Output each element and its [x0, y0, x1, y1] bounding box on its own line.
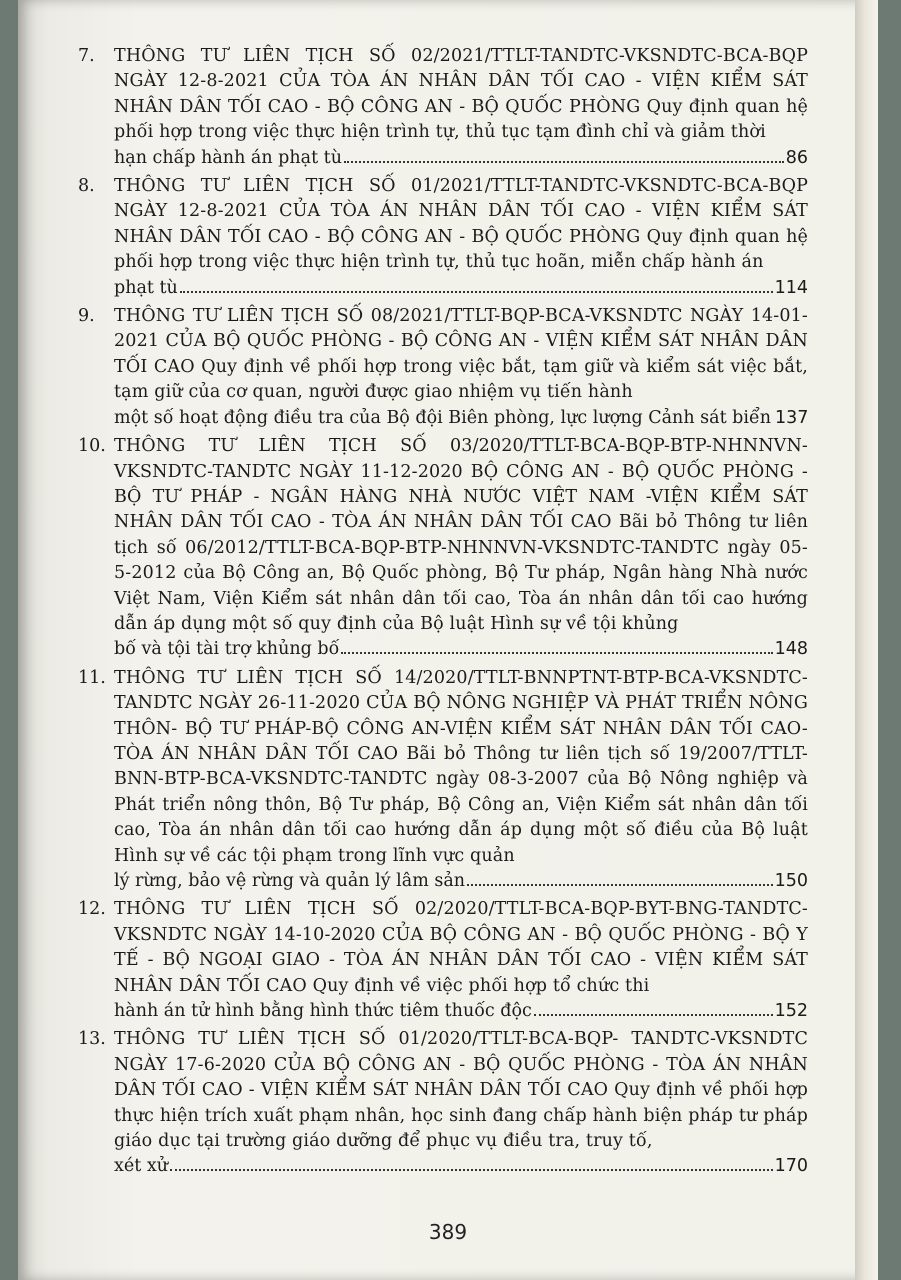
entry-text-end: lý rừng, bảo vệ rừng và quản lý lâm sản: [114, 871, 466, 891]
entry-text-end: phạt tù: [114, 277, 178, 298]
dot-leader: [341, 652, 772, 654]
entry-last-line: [114, 146, 808, 171]
toc-entry-11: [78, 666, 808, 895]
dot-leader: [467, 884, 773, 886]
entry-number: 10.: [78, 436, 106, 457]
entry-text-end: hành án tử hình bằng hình thức tiêm thuốc độc: [114, 1001, 532, 1022]
entry-number: 11.: [78, 667, 106, 688]
entry-text-end: bố và tội tài trợ khủng bố: [114, 639, 340, 660]
entry-number: 12.: [78, 899, 106, 920]
page-edge: [855, 0, 878, 1280]
entry-text-end: xét xử: [114, 1156, 168, 1177]
entry-last-line: [114, 276, 808, 301]
page-number: 148: [774, 639, 808, 660]
entry-text: THÔNG TƯ LIÊN TỊCH SỐ 02/2020/TTLT-BCA-BQP-BYT-BNG-TANDTC-VKSNDTC NGÀY 14-10-2020 CỦA BỘ CÔNG AN - BỘ QUỐC PHÒNG - BỘ Y TẾ - BỘ NGOẠI GIAO - TÒA ÁN NHÂN DÂN TỐI CAO - VIỆN KIỂM SÁT NHÂN DÂN TỐI CAO Quy định về việc phối hợp tổ chức thi: [114, 899, 808, 996]
dot-leader: [170, 1169, 773, 1171]
entry-last-line: [114, 999, 808, 1024]
entry-last-line: [114, 1154, 808, 1179]
toc-entry-9: [78, 304, 808, 431]
toc-entry-13: [78, 1027, 808, 1179]
page-number: 150: [774, 871, 808, 891]
dot-leader: [180, 291, 773, 293]
book-page: [18, 0, 878, 1280]
page-number: 152: [774, 1001, 808, 1022]
entry-text-end: một số hoạt động điều tra của Bộ đội Biên phòng, lực lượng Cảnh sát biển: [114, 407, 772, 428]
page-number: 114: [774, 277, 808, 298]
toc-entry-8: [78, 174, 808, 301]
entry-text-end: hạn chấp hành án phạt tù: [114, 147, 342, 168]
folio-page-number: 389: [428, 1220, 468, 1244]
toc-entry-7: [78, 44, 808, 171]
entry-number: 13.: [78, 1029, 106, 1050]
page-number: 170: [774, 1156, 808, 1177]
entry-number: 9.: [78, 306, 95, 327]
toc-entry-12: [78, 897, 808, 1024]
entry-text: THÔNG TƯ LIÊN TỊCH SỐ 14/2020/TTLT-BNNPTNT-BTP-BCA-VKSNDTC-TANDTC NGÀY 26-11-2020 CỦA BỘ NÔNG NGHIỆP VÀ PHÁT TRIỂN NÔNG THÔN- BỘ TƯ PHÁP-BỘ CÔNG AN-VIỆN KIỂM SÁT NHÂN DÂN TỐI CAO-TÒA ÁN NHÂN DÂN TỐI CAO Bãi bỏ Thông tư liên tịch số 19/2007/TTLT-BNN-BTP-BCA-VKSNDTC-TANDTC ngày 08-3-2007 của Bộ Nông nghiệp và Phát triển nông thôn, Bộ Tư pháp, Bộ Công an, Viện Kiểm sát nhân dân tối cao, Tòa án nhân dân tối cao hướng dẫn áp dụng một số điều của Bộ luật Hình sự về các tội phạm trong lĩnh vực quản: [114, 667, 808, 866]
page-number: 137: [775, 407, 809, 428]
toc-entry-10: [78, 434, 808, 663]
entry-number: 7.: [78, 46, 95, 66]
entry-last-line: [114, 406, 808, 431]
entry-text: THÔNG TƯ LIÊN TỊCH SỐ 03/2020/TTLT-BCA-BQP-BTP-NHNNVN-VKSNDTC-TANDTC NGÀY 11-12-2020 BỘ CÔNG AN - BỘ QUỐC PHÒNG - BỘ TƯ PHÁP - NGÂN HÀNG NHÀ NƯỚC VIỆT NAM -VIỆN KIỂM SÁT NHÂN DÂN TỐI CAO - TÒA ÁN NHÂN DÂN TỐI CAO Bãi bỏ Thông tư liên tịch số 06/2012/TTLT-BCA-BQP-BTP-NHNNVN-VKSNDTC-TANDTC ngày 05-5-2012 của Bộ Công an, Bộ Quốc phòng, Bộ Tư pháp, Ngân hàng Nhà nước Việt Nam, Viện Kiểm sát nhân dân tối cao, Tòa án nhân dân tối cao hướng dẫn áp dụng một số quy định của Bộ luật Hình sự về tội khủng: [114, 436, 808, 634]
dot-leader: [344, 161, 784, 163]
page-number: 86: [785, 147, 808, 168]
dot-leader: [534, 1014, 773, 1016]
entry-text: THÔNG TƯ LIÊN TỊCH SỐ 02/2021/TTLT-TANDTC-VKSNDTC-BCA-BQP NGÀY 12-8-2021 CỦA TÒA ÁN NHÂN DÂN TỐI CAO - VIỆN KIỂM SÁT NHÂN DÂN TỐI CAO - BỘ CÔNG AN - BỘ QUỐC PHÒNG Quy định quan hệ phối hợp trong việc thực hiện trình tự, thủ tục tạm đình chỉ và giảm thời: [114, 46, 808, 143]
entry-text: THÔNG TƯ LIÊN TỊCH SỐ 08/2021/TTLT-BQP-BCA-VKSNDTC NGÀY 14-01-2021 CỦA BỘ QUỐC PHÒNG - BỘ CÔNG AN - VIỆN KIỂM SÁT NHÂN DÂN TỐI CAO Quy định về phối hợp trong việc bắt, tạm giữ và kiểm sát việc bắt, tạm giữ của cơ quan, người được giao nhiệm vụ tiến hành: [114, 306, 808, 403]
entry-text: THÔNG TƯ LIÊN TỊCH SỐ 01/2020/TTLT-BCA-BQP- TANDTC-VKSNDTC NGÀY 17-6-2020 CỦA BỘ CÔNG AN - BỘ QUỐC PHÒNG - TÒA ÁN NHÂN DÂN TỐI CAO - VIỆN KIỂM SÁT NHÂN DÂN TỐI CAO Quy định về phối hợp thực hiện trích xuất phạm nhân, học sinh đang chấp hành biện pháp tư pháp giáo dục tại trường giáo dưỡng để phục vụ điều tra, truy tố,: [114, 1029, 808, 1152]
entry-number: 8.: [78, 176, 95, 197]
entry-text: THÔNG TƯ LIÊN TỊCH SỐ 01/2021/TTLT-TANDTC-VKSNDTC-BCA-BQP NGÀY 12-8-2021 CỦA TÒA ÁN NHÂN DÂN TỐI CAO - VIỆN KIỂM SÁT NHÂN DÂN TỐI CAO - BỘ CÔNG AN - BỘ QUỐC PHÒNG Quy định quan hệ phối hợp trong việc thực hiện trình tự, thủ tục hoãn, miễn chấp hành án: [114, 176, 808, 273]
table-of-contents: [78, 44, 808, 1183]
entry-last-line: [114, 637, 808, 662]
entry-last-line: [114, 869, 808, 894]
